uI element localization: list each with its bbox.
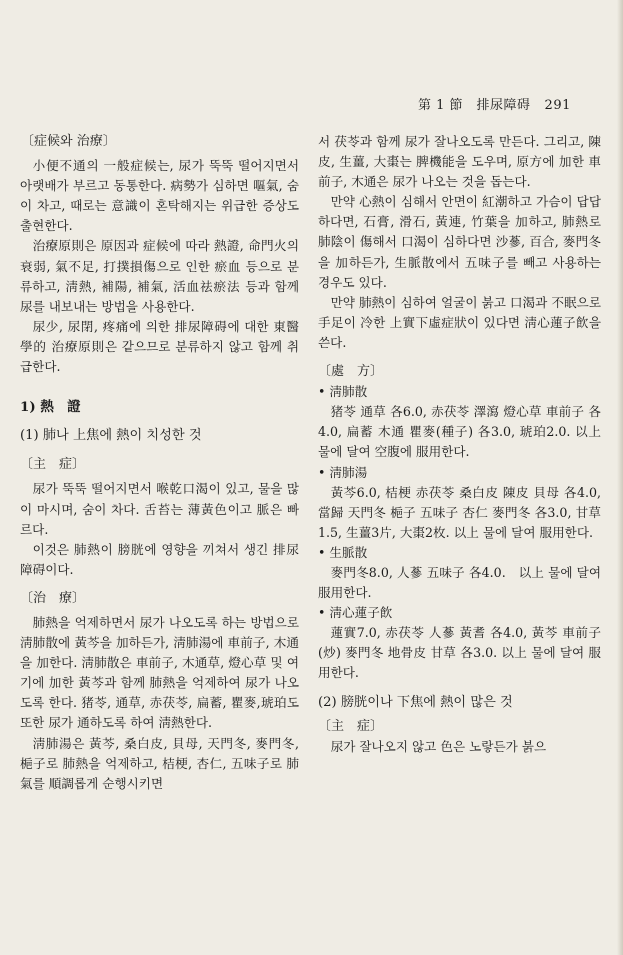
paragraph: 尿가 뚝뚝 떨어지면서 喉乾口渴이 있고, 물을 많이 마시며, 숨이 차다. 舌苔는 薄黃色이고 脈은 빠르다. xyxy=(20,481,299,537)
paragraph: 尿가 잘나오지 않고 色은 노랗든가 붉으 xyxy=(330,738,547,754)
paragraph: 肺熱을 억제하면서 尿가 나오도록 하는 방법으로 淸肺散에 黃芩을 加하든가, 淸肺湯에 車前子, 木通을 加한다. 淸肺散은 車前子, 木通草, 燈心草 및 여기에 加한 黃芩과 함께 肺熱을 억제하여 尿가 나오도록 한다. 猪苓, 通草, 赤茯苓, 扁蓄, 瞿麥,琥珀도 또한 尿가 通하도록 하여 淸熱한다. xyxy=(20,614,299,731)
label-treatment: 〔治 療〕 xyxy=(20,590,86,606)
paragraph: 만약 心熱이 심해서 안면이 紅潮하고 가슴이 답답하다면, 石膏, 滑石, 黃連, 竹葉을 加하고, 肺熱로 肺陰이 傷해서 口渴이 심하다면 沙蔘, 百合, 麥門冬을 加하든가, 生脈散에서 五味子를 빼고 사용하는 경우도 있다. xyxy=(318,194,601,290)
section-title-symptoms-treatment: 〔症候와 治療〕 xyxy=(21,134,116,149)
formula-name: • 淸肺散 xyxy=(318,384,368,400)
paragraph: 尿少, 尿閉, 疼痛에 의한 排尿障碍에 대한 東醫學的 治療原則은 같으므로 분류하지 않고 함께 취급한다. xyxy=(20,318,299,375)
page-number: 291 xyxy=(544,98,571,113)
page-edge-shadow xyxy=(617,0,623,955)
formula-name: • 生脈散 xyxy=(318,544,368,560)
paragraph: 이것은 肺熱이 膀胱에 영향을 끼쳐서 생긴 排尿障碍이다. xyxy=(20,541,299,577)
paragraph: 淸肺湯은 黃芩, 桑白皮, 貝母, 天門冬, 麥門冬, 梔子로 肺熱을 억제하고, 桔梗, 杏仁, 五味子로 肺氣를 順調롭게 순행시키면 xyxy=(20,735,299,791)
subheading-bladder-heat: (2) 膀胱이나 下焦에 熱이 많은 것 xyxy=(318,694,513,710)
section-heading: 第 1 節 排尿障碍 xyxy=(418,98,531,113)
paragraph: 서 茯苓과 함께 尿가 잘나오도록 만든다. 그리고, 陳皮, 生薑, 大棗는 脾機能을 도우며, 原方에 加한 車前子, 木通은 尿가 나오는 것을 돕는다. xyxy=(318,134,601,190)
formula-name: • 淸心蓮子飮 xyxy=(318,605,393,621)
paragraph: 만약 肺熱이 심하여 얼굴이 붉고 口渴과 不眠으로 手足이 冷한 上實下虛症狀이 있다면 淸心蓮子飮을 쓴다. xyxy=(318,294,601,350)
right-column xyxy=(318,132,601,757)
label-prescriptions: 〔處 方〕 xyxy=(318,364,384,380)
subheading-lung-heat: (1) 肺나 上焦에 熱이 치성한 것 xyxy=(20,428,202,444)
paragraph: 小便不通의 一般症候는, 尿가 뚝뚝 떨어지면서 아랫배가 부르고 동통한다. 病勢가 심하면 嘔氣, 숨이 차고, 때로는 意識이 혼탁해지는 위급한 증상도 출현한다. xyxy=(20,158,299,234)
left-column xyxy=(20,132,299,794)
paragraph: 治療原則은 原因과 症候에 따라 熱證, 命門火의 衰弱, 氣不足, 打撲損傷으로 인한 瘀血 등으로 분류하고, 淸熱, 補陽, 補氣, 活血祛瘀法 등과 함께 尿를 내보내는 방법을 사용한다. xyxy=(20,238,299,314)
formula-body: 黃芩6.0, 桔梗 赤茯苓 桑白皮 陳皮 貝母 各4.0, 當歸 天門冬 梔子 五味子 杏仁 麥門冬 各3.0, 甘草1.5, 生薑3片, 大棗2枚. 以上 물에 달여 服用한다. xyxy=(318,484,601,540)
formula-body: 蓮實7.0, 赤茯苓 人蔘 黃耆 各4.0, 黃芩 車前子(炒) 麥門冬 地骨皮 甘草 各3.0. 以上 물에 달여 服用한다. xyxy=(318,625,601,681)
label-main-symptoms: 〔主 症〕 xyxy=(318,718,384,734)
formula-name: • 淸肺湯 xyxy=(318,464,368,480)
formula-body: 猪苓 通草 各6.0, 赤茯苓 澤瀉 燈心草 車前子 各4.0, 扁蓄 木通 瞿麥(種子) 各3.0, 琥珀2.0. 以上 물에 달여 空腹에 服用한다. xyxy=(318,404,601,460)
label-main-symptoms: 〔主 症〕 xyxy=(20,457,86,473)
heading-heat-syndrome: 1) 熱 證 xyxy=(20,399,81,416)
formula-body: 麥門冬8.0, 人蔘 五味子 各4.0. 以上 물에 달여 服用한다. xyxy=(318,564,601,601)
running-header xyxy=(418,94,571,113)
